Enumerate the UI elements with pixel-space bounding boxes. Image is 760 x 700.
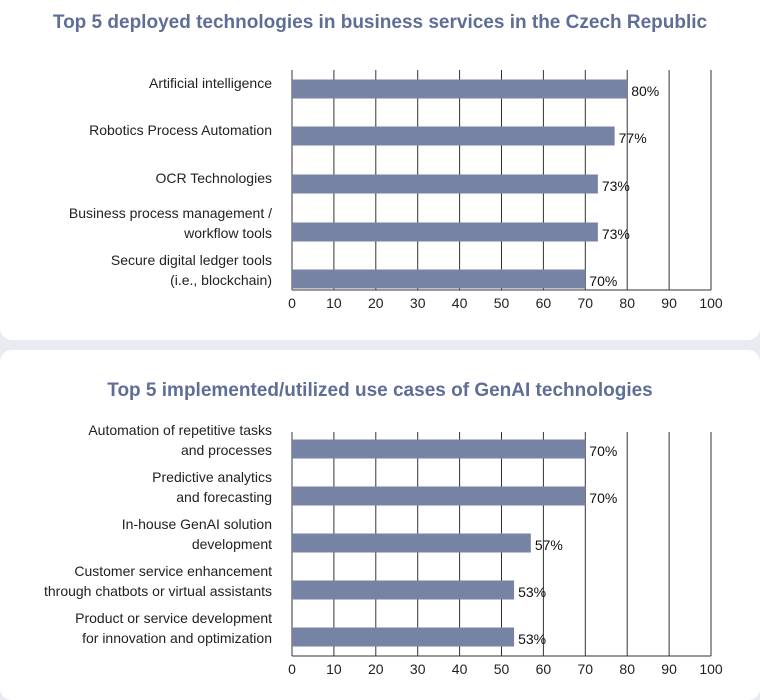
chart-title: Top 5 deployed technologies in business services in the Czech Republic (52, 12, 708, 33)
category-label: OCR Technologies (155, 170, 272, 186)
value-label: 70% (589, 273, 618, 289)
x-tick-label: 10 (326, 295, 342, 311)
x-tick-label: 0 (288, 295, 296, 311)
x-tick-label: 70 (577, 661, 594, 677)
x-tick-label: 0 (288, 661, 296, 677)
category-label: Product or service development (75, 610, 272, 626)
value-label: 53% (518, 584, 547, 600)
value-label: 57% (534, 537, 563, 553)
x-tick-label: 10 (326, 661, 342, 677)
x-tick-label: 90 (661, 661, 677, 677)
x-tick-label: 30 (409, 661, 426, 677)
x-tick-label: 90 (661, 295, 677, 311)
category-label: Robotics Process Automation (89, 122, 272, 138)
category-label: Secure digital ledger tools (110, 252, 272, 268)
category-label: Automation of repetitive tasks (88, 422, 272, 438)
x-tick-label: 60 (535, 295, 552, 311)
x-tick-label: 100 (699, 661, 723, 677)
x-tick-label: 70 (577, 295, 594, 311)
x-tick-label: 80 (619, 295, 635, 311)
category-label: In-house GenAI solution (121, 516, 272, 532)
chart-title: Top 5 implemented/utilized use cases of GenAI technologies (107, 380, 653, 401)
x-tick-label: 40 (451, 661, 468, 677)
x-tick-label: 60 (535, 661, 552, 677)
chart-panel-genai (0, 350, 760, 700)
value-label: 53% (518, 631, 547, 647)
bar (292, 487, 585, 506)
x-tick-label: 50 (493, 295, 510, 311)
x-tick-label: 20 (368, 295, 384, 311)
category-label: Predictive analytics (152, 469, 272, 485)
bar (292, 628, 514, 647)
category-label: (i.e., blockchain) (170, 272, 272, 288)
category-label: through chatbots or virtual assistants (43, 583, 272, 599)
value-label: 77% (618, 130, 647, 146)
x-tick-label: 30 (409, 295, 426, 311)
x-tick-label: 80 (619, 661, 635, 677)
bar (292, 581, 514, 600)
value-label: 80% (631, 83, 660, 99)
value-label: 70% (589, 490, 618, 506)
bar (292, 440, 585, 459)
category-label: and forecasting (176, 489, 272, 505)
value-label: 70% (589, 443, 618, 459)
category-label: development (191, 536, 272, 552)
x-tick-label: 50 (493, 661, 510, 677)
category-label: for innovation and optimization (82, 630, 272, 646)
x-tick-label: 40 (451, 295, 468, 311)
category-label: and processes (180, 442, 272, 458)
value-label: 73% (601, 178, 630, 194)
category-label: workflow tools (184, 225, 272, 241)
x-tick-label: 100 (699, 295, 723, 311)
category-label: Business process management / (68, 205, 272, 221)
x-tick-label: 20 (368, 661, 384, 677)
bar (292, 534, 531, 553)
value-label: 73% (601, 226, 630, 242)
category-label: Artificial intelligence (149, 75, 272, 91)
category-label: Customer service enhancement (74, 563, 272, 579)
